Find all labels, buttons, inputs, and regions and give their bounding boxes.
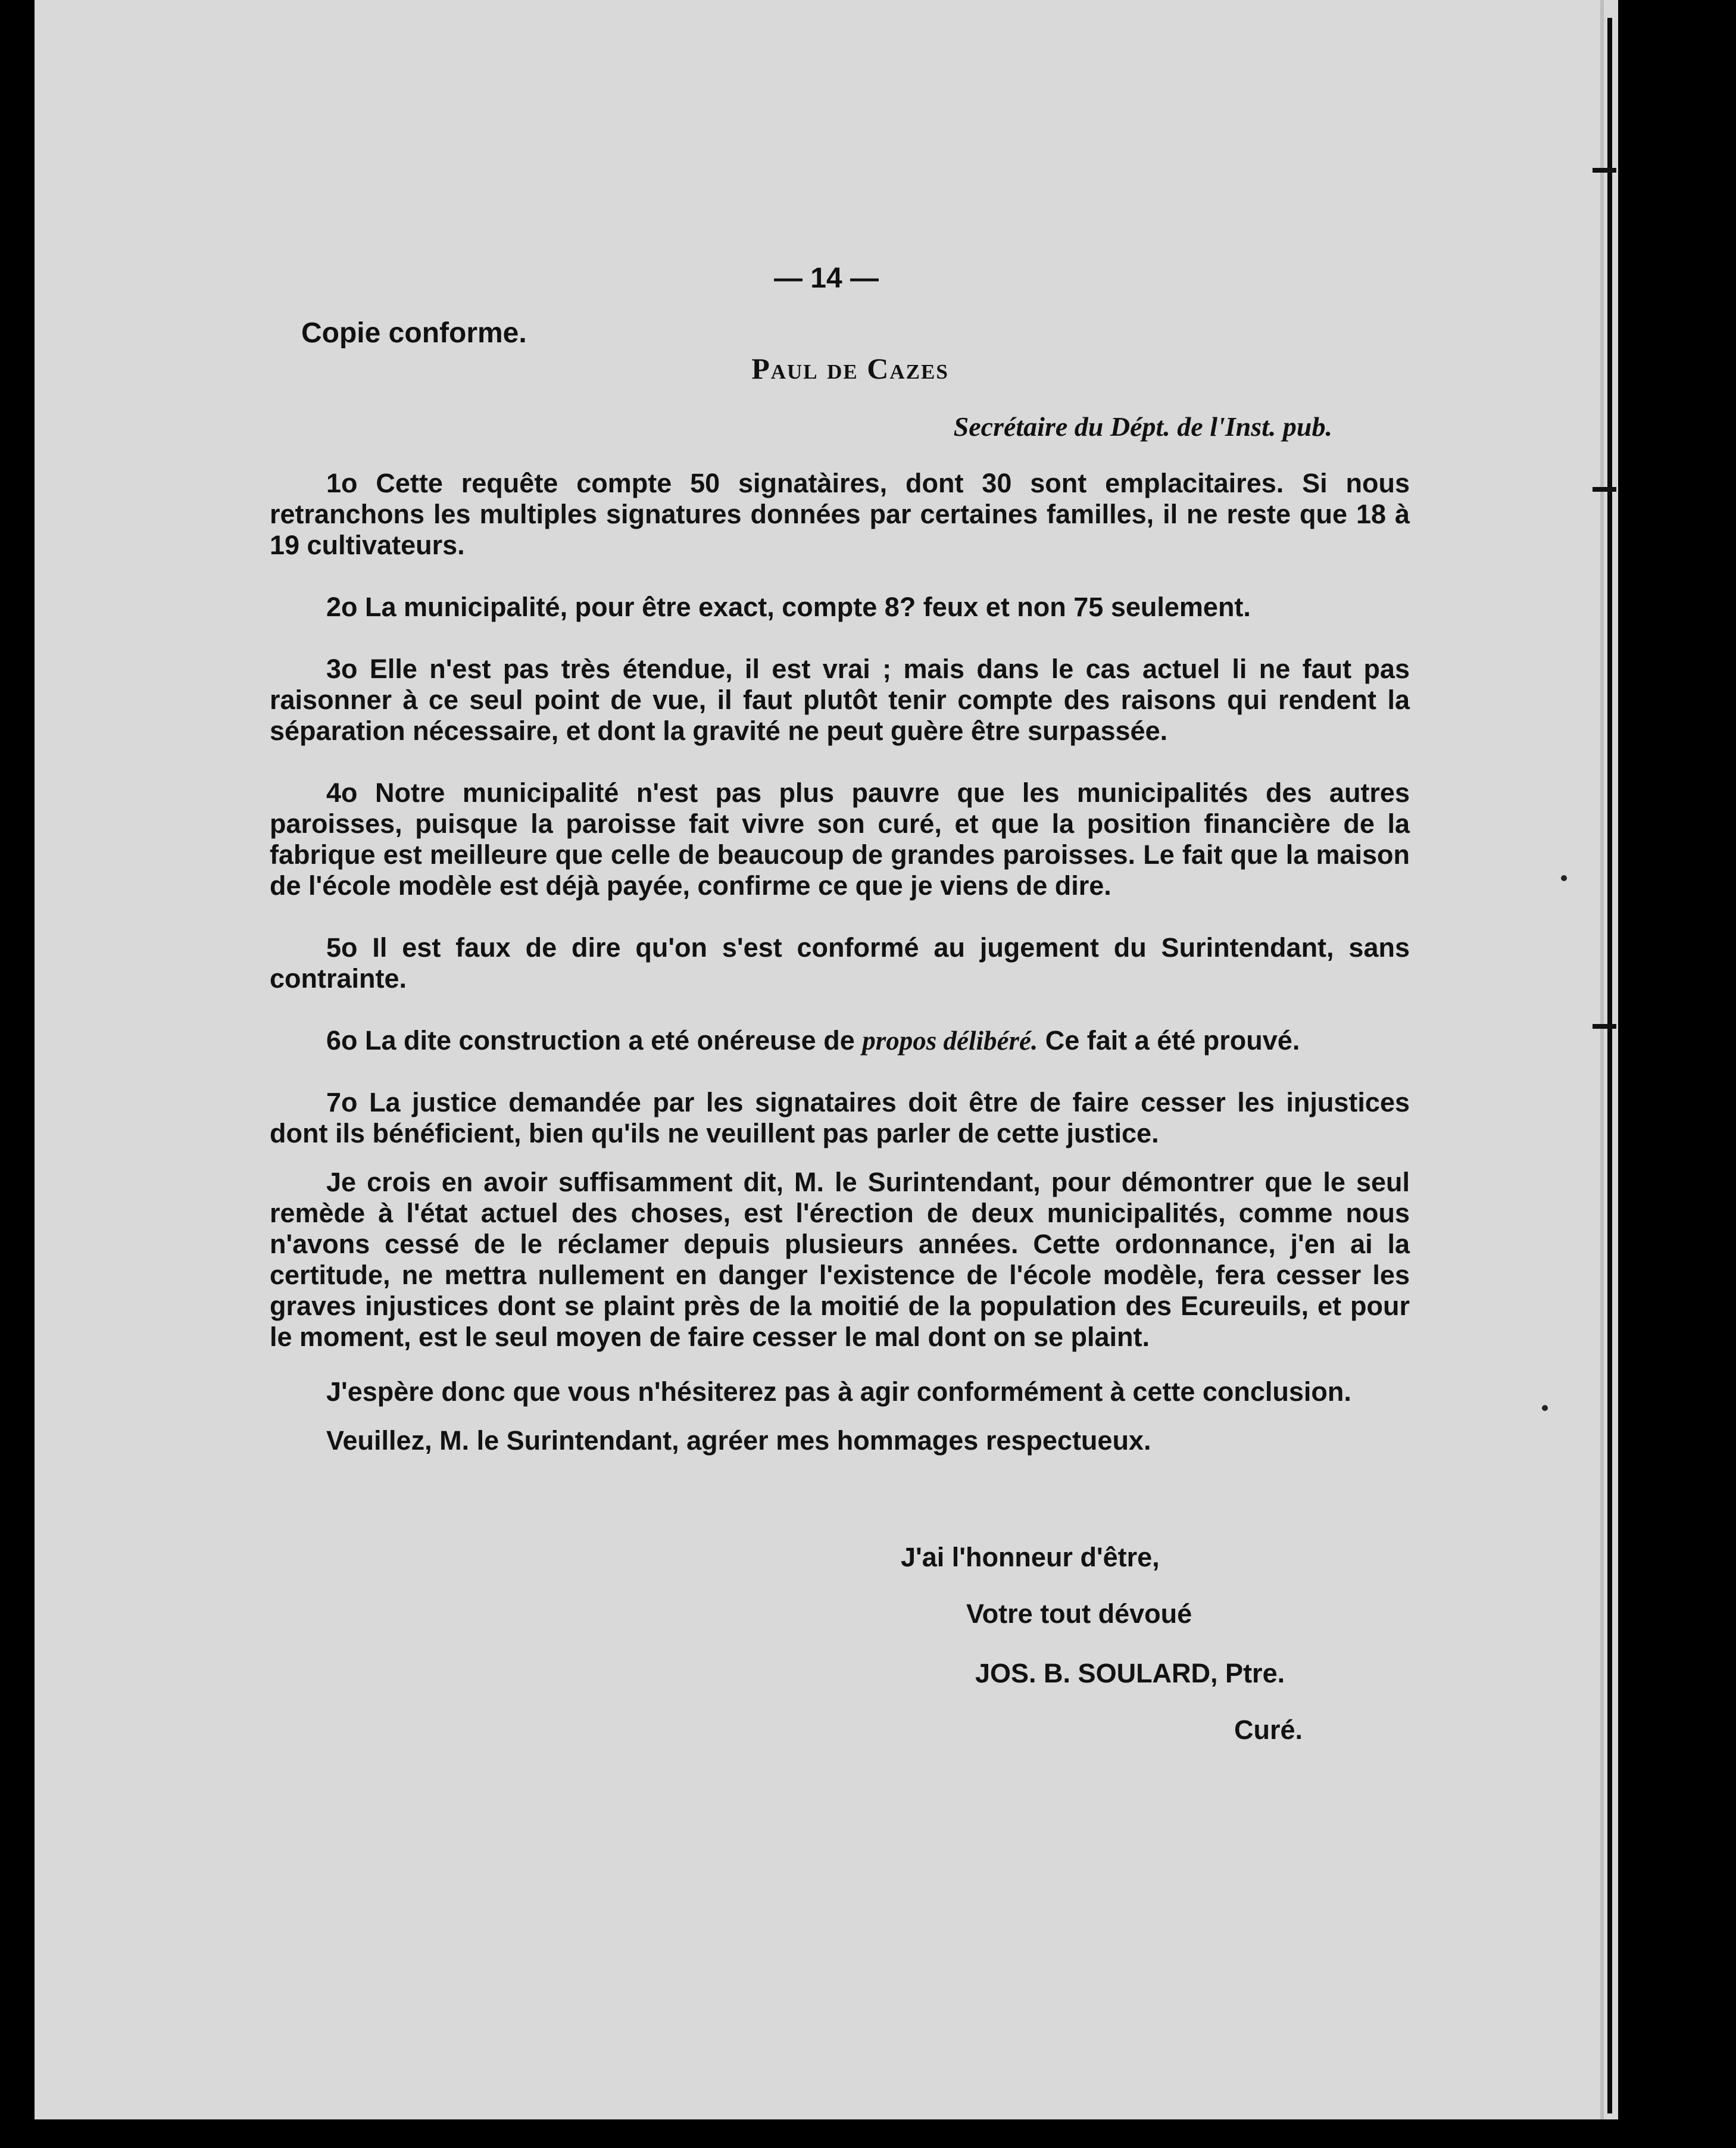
binding-line — [1607, 18, 1612, 2113]
paragraph-10: Veuillez, M. le Surintendant, agréer mes hommages respectueux. — [326, 1425, 1151, 1456]
signatory-name: Paul de Cazes — [751, 352, 949, 385]
paragraph-6-start: 6o La dite construction a eté onéreuse de — [326, 1025, 863, 1056]
speck — [1542, 1405, 1548, 1411]
paragraph-2: 2o La municipalité, pour être exact, compte 8? feux et non 75 seulement. — [326, 592, 1251, 622]
copie-conforme: Copie conforme. — [301, 317, 527, 349]
speck — [1561, 875, 1567, 881]
paragraph-9: J'espère donc que vous n'hésiterez pas à agir conformément à cette conclusion. — [326, 1376, 1351, 1407]
paragraph-1: 1o Cette requête compte 50 signatàires, dont 30 sont emplacitaires. Si nous retranchons les multiples signatures données par certaines familles, il ne reste que 18 à 19 cultivateurs. — [270, 468, 1410, 560]
binding-tick — [1593, 168, 1616, 173]
page-number: — 14 — — [773, 263, 879, 294]
closing-honneur: J'ai l'honneur d'être, — [901, 1542, 1160, 1572]
paragraph-3: 3o Elle n'est pas très étendue, il est vrai ; mais dans le cas actuel li ne faut pas raisonner à ce seul point de vue, il faut plutôt tenir compte des raisons qui rendent la séparation nécessaire, et dont la gravité ne peut guère être surpassée. — [270, 654, 1410, 746]
paragraph-6-end: Ce fait a été prouvé. — [1038, 1025, 1300, 1056]
right-margin-strip — [1618, 0, 1736, 2148]
page-edge-rail — [1600, 0, 1604, 2119]
paragraph-6 — [270, 1025, 1410, 1056]
signatory-title: Secrétaire du Dépt. de l'Inst. pub. — [953, 411, 1332, 442]
paragraph-6-italic: propos délibéré. — [862, 1026, 1038, 1056]
letter-body — [270, 468, 1410, 1480]
paragraph-5: 5o Il est faux de dire qu'on s'est conformé au jugement du Surintendant, sans contrainte. — [270, 932, 1410, 994]
paragraph-4: 4o Notre municipalité n'est pas plus pauvre que les municipalités des autres paroisses, puisque la paroisse fait vivre son curé, et que la position financière de la fabrique est meilleure que celle de beaucoup de grandes paroisses. Le fait que la maison de l'école modèle est déjà payée, confirme ce que je viens de dire. — [270, 778, 1410, 901]
closing-signature: JOS. B. SOULARD, Ptre. — [975, 1658, 1285, 1688]
paragraph-8: Je crois en avoir suffisamment dit, M. le Surintendant, pour démontrer que le seul remède à l'état actuel des choses, est l'érection de deux municipalités, comme nous n'avons cessé de le réclamer depuis plusieurs années. Cette ordonnance, j'en ai la certitude, ne mettra nullement en danger l'existence de l'école modèle, fera cesser les graves injustices dont se plaint près de la moitié de la population des Ecureuils, et pour le moment, est le seul moyen de faire cesser le mal dont on se plaint. — [270, 1167, 1410, 1352]
closing-devoue: Votre tout dévoué — [966, 1598, 1192, 1629]
binding-tick — [1593, 487, 1616, 492]
paragraph-7: 7o La justice demandée par les signataires doit être de faire cesser les injustices dont ils bénéficient, bien qu'ils ne veuillent pas parler de cette justice. — [270, 1087, 1410, 1148]
binding-tick — [1593, 1024, 1616, 1029]
document-page — [35, 0, 1618, 2119]
closing-cure: Curé. — [1234, 1715, 1303, 1745]
